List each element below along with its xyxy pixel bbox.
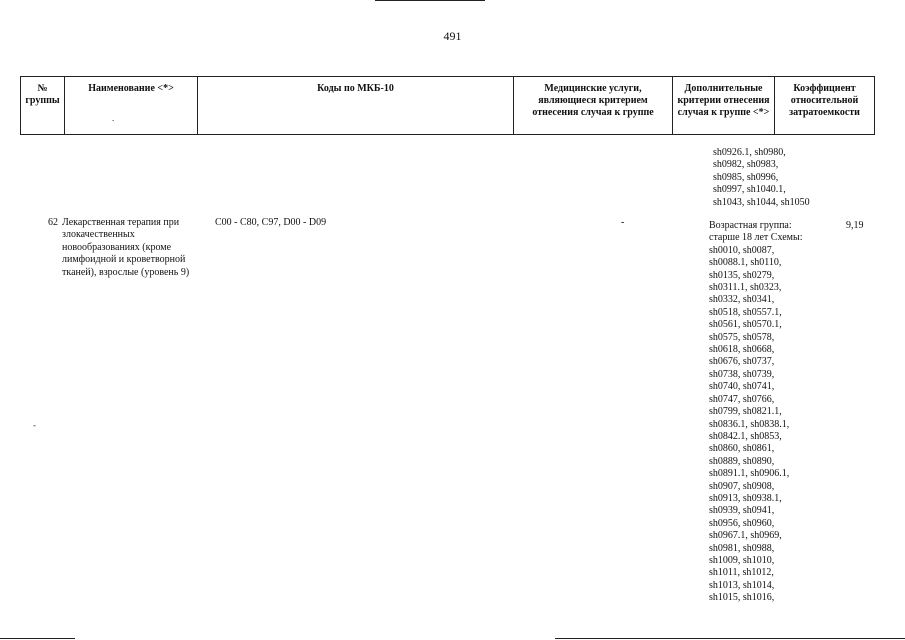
header-group-number: № группы: [21, 77, 65, 135]
code-line: sh0939, sh0941,: [709, 505, 775, 517]
continued-codes: [713, 147, 853, 209]
scan-artifact-bottom-left: [0, 638, 75, 639]
code-line: sh1011, sh1012,: [709, 567, 774, 579]
code-line: sh1009, sh1010,: [709, 554, 775, 566]
code-line: sh0799, sh0821.1,: [709, 406, 782, 418]
stray-mark: -: [33, 420, 36, 430]
code-line: sh0982, sh0983,: [713, 159, 779, 171]
code-line: sh0836.1, sh0838.1,: [709, 418, 790, 430]
code-line: sh0332, sh0341,: [709, 294, 775, 306]
header-medical-services: Медицинские услуги, являющиеся критерием отнесения случая к группе: [514, 77, 673, 135]
code-line: sh0676, sh0737,: [709, 356, 775, 368]
scan-artifact-top: [375, 0, 485, 1]
code-line: sh0135, sh0279,: [709, 269, 775, 281]
table-header: [20, 76, 875, 135]
group-name: Лекарственная терапия при злокачественных новообразованиях (кроме лимфоидной и кроветворной тканей), взрослые (уровень 9): [62, 217, 190, 278]
code-line: sh0518, sh0557.1,: [709, 306, 782, 318]
code-line: sh0738, sh0739,: [709, 368, 775, 380]
medical-services: -: [621, 217, 625, 228]
code-line: sh0740, sh0741,: [709, 381, 775, 393]
code-line: sh0311.1, sh0323,: [709, 282, 782, 294]
code-line: sh0891.1, sh0906.1,: [709, 468, 790, 480]
code-line: sh0926.1, sh0980,: [713, 147, 786, 158]
code-line: sh0575, sh0578,: [709, 331, 775, 343]
stray-mark: .: [112, 113, 115, 123]
code-line: sh1013, sh1014,: [709, 579, 775, 591]
scan-artifact-bottom-right: [555, 638, 905, 639]
code-line: sh0747, sh0766,: [709, 393, 775, 405]
code-line: sh0860, sh0861,: [709, 443, 775, 455]
header-extra-criteria: Дополнительные критерии отнесения случая к группе <*>: [673, 77, 775, 135]
extra-criteria-intro: Возрастная группа: старше 18 лет Схемы:: [709, 220, 803, 244]
code-line: sh0985, sh0996,: [713, 171, 779, 183]
header-icd-codes: Коды по МКБ-10: [198, 77, 514, 135]
code-line: sh0967.1, sh0969,: [709, 530, 782, 542]
code-line: sh0907, sh0908,: [709, 480, 775, 492]
code-line: sh0981, sh0988,: [709, 542, 775, 554]
group-number: 62: [48, 217, 58, 228]
code-line: sh0618, sh0668,: [709, 344, 775, 356]
header-coefficient: Коэффициент относительной затратоемкости: [775, 77, 875, 135]
code-line: sh1043, sh1044, sh1050: [713, 196, 810, 208]
code-line: sh0889, sh0890,: [709, 455, 775, 467]
code-line: sh0842.1, sh0853,: [709, 430, 782, 442]
code-line: sh0088.1, sh0110,: [709, 257, 782, 269]
page-number: 491: [443, 29, 462, 43]
header-name: Наименование <*>: [65, 77, 198, 135]
extra-criteria: [709, 220, 859, 605]
code-line: sh0956, sh0960,: [709, 517, 775, 529]
code-line: sh0997, sh1040.1,: [713, 184, 786, 196]
code-line: sh1015, sh1016,: [709, 592, 775, 604]
code-line: sh0913, sh0938.1,: [709, 492, 782, 504]
coefficient-value: 9,19: [846, 220, 864, 231]
code-line: sh0010, sh0087,: [709, 244, 775, 256]
code-line: sh0561, sh0570.1,: [709, 319, 782, 331]
icd-codes: C00 - C80, C97, D00 - D09: [215, 217, 327, 228]
